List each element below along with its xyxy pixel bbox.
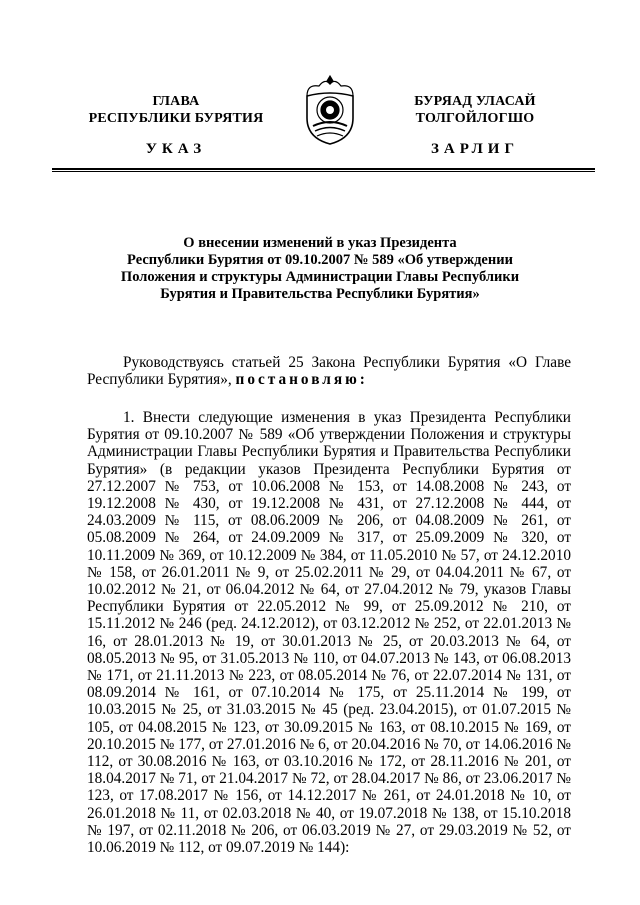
header-divider-thin [52, 171, 595, 172]
title-line3: Положения и структуры Администрации Главы Республики [120, 269, 520, 285]
title-line4: Бурятия и Правительства Республики Бурятия» [160, 286, 480, 302]
header-right [370, 93, 580, 127]
intro-text: Руководствуясь статьей 25 Закона Республики Бурятия «О Главе Республики Бурятия», [87, 354, 571, 389]
decree-word: постановляю: [235, 371, 368, 389]
item-1-paragraph: 1. Внести следующие изменения в указ Президента Республики Бурятия от 09.10.2007 № 589 «Об утверждении Положения и структуры Администрации Главы Республики Бурятия и Правительства Республики Бурятия» (в редакции указов Президента Республики Бурятия от 27.12.2007 № 753, от 10.06.2008 № 153, от 14.08.2008 № 243, от 19.12.2008 № 430, от 19.12.2008 № 431, от 27.12.2008 № 444, от 24.03.2009 № 115, от 08.06.2009 № 206, от 04.08.2009 № 261, от 05.08.2009 № 264, от 24.09.2009 № 317, от 25.09.2009 № 320, от 10.11.2009 № 369, от 10.12.2009 № 384, от 11.05.2010 № 57, от 24.12.2010 № 158, от 26.01.2011 № 9, от 25.02.2011 № 29, от 04.04.2011 № 67, от 10.02.2012 № 21, от 06.04.2012 № 64, от 27.04.2012 № 79, указов Главы Республики Бурятия от 22.05.2012 № 99, от 25.09.2012 № 210, от 15.11.2012 № 246 (ред. 24.12.2012), от 03.12.2012 № 252, от 22.01.2013 № 16, от 28.01.2013 № 19, от 30.01.2013 № 25, от 20.03.2013 № 64, от 08.05.2013 № 95, от 31.05.2013 № 110, от 04.07.2013 № 143, от 06.08.2013 № 171, от 21.11.2013 № 223, от 08.05.2014 № 76, от 22.07.2014 № 131, от 08.09.2014 № 161, от 07.10.2014 № 175, от 25.11.2014 № 199, от 10.03.2015 № 25, от 31.03.2015 № 45 (ред. 23.04.2015), от 01.07.2015 № 105, от 04.08.2015 № 123, от 30.09.2015 № 163, от 08.10.2015 № 169, от 20.10.2015 № 177, от 27.01.2016 № 6, от 20.04.2016 № 70, от 14.06.2016 № 112, от 30.08.2016 № 163, от 03.10.2016 № 172, от 28.11.2016 № 201, от 18.04.2017 № 71, от 21.04.2017 № 72, от 28.04.2017 № 86, от 23.06.2017 № 123, от 17.08.2017 № 156, от 14.12.2017 № 261, от 24.01.2018 № 10, от 26.01.2018 № 11, от 02.03.2018 № 40, от 19.07.2018 № 138, от 15.10.2018 № 197, от 02.11.2018 № 206, от 06.03.2019 № 27, от 29.03.2019 № 52, от 10.06.2019 № 112, от 09.07.2019 № 144): [87, 409, 571, 857]
header-left [60, 93, 292, 127]
title-line1: О внесении изменений в указ Президента [183, 235, 457, 251]
doc-type-right: ЗАРЛИГ [430, 141, 520, 157]
header-right-line1: БУРЯАД УЛАСАЙ [414, 94, 536, 109]
header-left-line2: РЕСПУБЛИКИ БУРЯТИЯ [88, 111, 264, 126]
doc-type-left: УКАЗ [145, 141, 207, 157]
coat-of-arms-emblem [299, 74, 361, 146]
decree-title [80, 235, 560, 303]
header-right-line2: ТОЛГОЙЛОГШО [415, 111, 535, 126]
title-line2: Республики Бурятия от 09.10.2007 № 589 «Об утверждении [127, 252, 513, 268]
header-left-line1: ГЛАВА [152, 94, 200, 109]
intro-paragraph [87, 354, 571, 388]
header-divider-thick [52, 168, 595, 170]
